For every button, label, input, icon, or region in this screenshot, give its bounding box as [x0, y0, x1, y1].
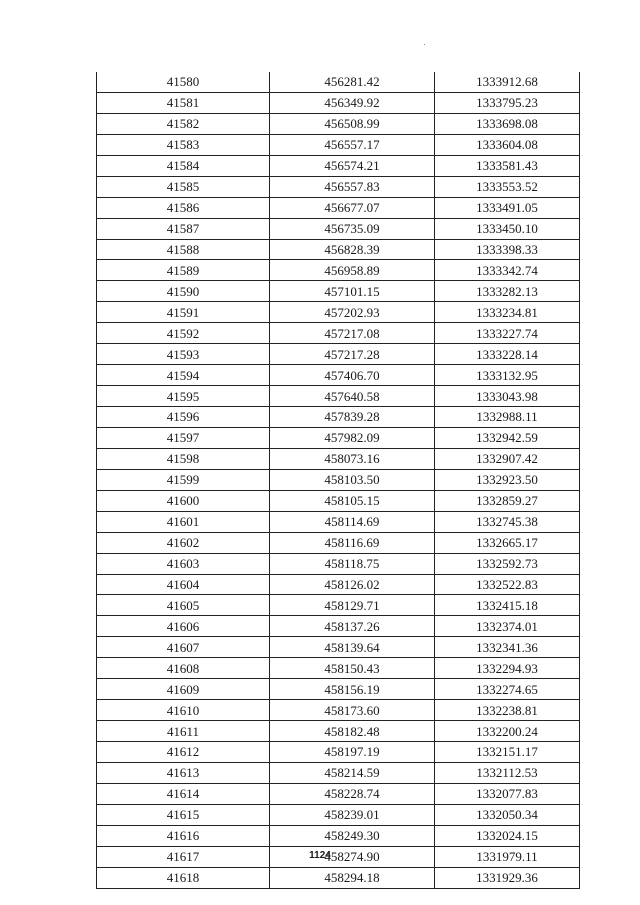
point-id-cell: 41603: [97, 553, 270, 574]
y-coordinate-cell: 1332341.36: [435, 637, 580, 658]
point-id-cell: 41596: [97, 407, 270, 428]
y-coordinate-cell: 1333043.98: [435, 386, 580, 407]
table-row: [97, 407, 580, 428]
point-id-cell: 41586: [97, 197, 270, 218]
x-coordinate-cell: 456958.89: [270, 260, 435, 281]
point-id-cell: 41583: [97, 134, 270, 155]
x-coordinate-cell: 458294.18: [270, 867, 435, 888]
point-id-cell: 41593: [97, 344, 270, 365]
y-coordinate-cell: 1332415.18: [435, 595, 580, 616]
table-row: [97, 867, 580, 888]
y-coordinate-cell: 1333553.52: [435, 176, 580, 197]
point-id-cell: 41613: [97, 762, 270, 783]
y-coordinate-cell: 1332942.59: [435, 427, 580, 448]
table-row: [97, 176, 580, 197]
page-number: 1124: [309, 850, 331, 861]
y-coordinate-cell: 1332522.83: [435, 574, 580, 595]
table-row: [97, 783, 580, 804]
point-id-cell: 41587: [97, 218, 270, 239]
table-row: [97, 762, 580, 783]
x-coordinate-cell: 456557.17: [270, 134, 435, 155]
x-coordinate-cell: 458150.43: [270, 658, 435, 679]
table-row: [97, 490, 580, 511]
point-id-cell: 41590: [97, 281, 270, 302]
x-coordinate-cell: 458105.15: [270, 490, 435, 511]
point-id-cell: 41584: [97, 155, 270, 176]
y-coordinate-cell: 1333450.10: [435, 218, 580, 239]
y-coordinate-cell: 1332923.50: [435, 469, 580, 490]
y-coordinate-cell: 1333342.74: [435, 260, 580, 281]
point-id-cell: 41601: [97, 511, 270, 532]
x-coordinate-cell: 456557.83: [270, 176, 435, 197]
x-coordinate-cell: 456828.39: [270, 239, 435, 260]
point-id-cell: 41600: [97, 490, 270, 511]
point-id-cell: 41582: [97, 113, 270, 134]
table-row: [97, 616, 580, 637]
y-coordinate-cell: 1332112.53: [435, 762, 580, 783]
table-row: [97, 260, 580, 281]
point-id-cell: 41581: [97, 92, 270, 113]
x-coordinate-cell: 458137.26: [270, 616, 435, 637]
point-id-cell: 41591: [97, 302, 270, 323]
x-coordinate-cell: 457217.08: [270, 323, 435, 344]
y-coordinate-cell: 1332024.15: [435, 825, 580, 846]
y-coordinate-cell: 1332050.34: [435, 804, 580, 825]
x-coordinate-cell: 458103.50: [270, 469, 435, 490]
point-id-cell: 41588: [97, 239, 270, 260]
point-id-cell: 41608: [97, 658, 270, 679]
point-id-cell: 41611: [97, 721, 270, 742]
table-row: [97, 825, 580, 846]
x-coordinate-cell: 458129.71: [270, 595, 435, 616]
x-coordinate-cell: 458239.01: [270, 804, 435, 825]
point-id-cell: 41580: [97, 72, 270, 92]
point-id-cell: 41616: [97, 825, 270, 846]
point-id-cell: 41595: [97, 386, 270, 407]
table-row: [97, 532, 580, 553]
y-coordinate-cell: 1332200.24: [435, 721, 580, 742]
table-row: [97, 72, 580, 92]
y-coordinate-cell: 1332077.83: [435, 783, 580, 804]
x-coordinate-cell: 458173.60: [270, 700, 435, 721]
table-row: [97, 427, 580, 448]
table-row: [97, 92, 580, 113]
table-row: [97, 134, 580, 155]
x-coordinate-cell: 458228.74: [270, 783, 435, 804]
table-row: [97, 365, 580, 386]
table-row: [97, 595, 580, 616]
table-body: [97, 72, 580, 888]
x-coordinate-cell: 457217.28: [270, 344, 435, 365]
y-coordinate-cell: 1332745.38: [435, 511, 580, 532]
y-coordinate-cell: 1333795.23: [435, 92, 580, 113]
point-id-cell: 41618: [97, 867, 270, 888]
x-coordinate-cell: 456508.99: [270, 113, 435, 134]
point-id-cell: 41614: [97, 783, 270, 804]
y-coordinate-cell: 1332665.17: [435, 532, 580, 553]
point-id-cell: 41609: [97, 679, 270, 700]
x-coordinate-cell: 457982.09: [270, 427, 435, 448]
y-coordinate-cell: 1332374.01: [435, 616, 580, 637]
table-row: [97, 218, 580, 239]
x-coordinate-cell: 458118.75: [270, 553, 435, 574]
y-coordinate-cell: 1332907.42: [435, 448, 580, 469]
x-coordinate-cell: 457101.15: [270, 281, 435, 302]
table-row: [97, 700, 580, 721]
y-coordinate-cell: 1333912.68: [435, 72, 580, 92]
x-coordinate-cell: 457406.70: [270, 365, 435, 386]
y-coordinate-cell: 1331929.36: [435, 867, 580, 888]
table-row: [97, 553, 580, 574]
x-coordinate-cell: 456281.42: [270, 72, 435, 92]
table-row: [97, 281, 580, 302]
x-coordinate-cell: 458139.64: [270, 637, 435, 658]
table-row: [97, 197, 580, 218]
point-id-cell: 41602: [97, 532, 270, 553]
y-coordinate-cell: 1333491.05: [435, 197, 580, 218]
y-coordinate-cell: 1333228.14: [435, 344, 580, 365]
point-id-cell: 41598: [97, 448, 270, 469]
x-coordinate-cell: 458182.48: [270, 721, 435, 742]
coordinate-table: [96, 72, 580, 889]
x-coordinate-cell: 458249.30: [270, 825, 435, 846]
table-row: [97, 239, 580, 260]
table-row: [97, 574, 580, 595]
table-row: [97, 113, 580, 134]
y-coordinate-cell: 1331979.11: [435, 846, 580, 867]
table-row: [97, 323, 580, 344]
table-row: [97, 804, 580, 825]
point-id-cell: 41599: [97, 469, 270, 490]
table-row: [97, 511, 580, 532]
table-row: [97, 679, 580, 700]
table-row: [97, 469, 580, 490]
y-coordinate-cell: 1332294.93: [435, 658, 580, 679]
y-coordinate-cell: 1333604.08: [435, 134, 580, 155]
x-coordinate-cell: 458274.90: [270, 846, 435, 867]
y-coordinate-cell: 1333227.74: [435, 323, 580, 344]
x-coordinate-cell: 458126.02: [270, 574, 435, 595]
point-id-cell: 41612: [97, 742, 270, 763]
x-coordinate-cell: 458197.19: [270, 742, 435, 763]
table-row: [97, 658, 580, 679]
x-coordinate-cell: 457640.58: [270, 386, 435, 407]
x-coordinate-cell: 456349.92: [270, 92, 435, 113]
x-coordinate-cell: 457202.93: [270, 302, 435, 323]
table-row: [97, 386, 580, 407]
point-id-cell: 41604: [97, 574, 270, 595]
point-id-cell: 41594: [97, 365, 270, 386]
point-id-cell: 41589: [97, 260, 270, 281]
point-id-cell: 41615: [97, 804, 270, 825]
table-row: [97, 302, 580, 323]
point-id-cell: 41585: [97, 176, 270, 197]
table-row: [97, 721, 580, 742]
y-coordinate-cell: 1333698.08: [435, 113, 580, 134]
x-coordinate-cell: 456735.09: [270, 218, 435, 239]
y-coordinate-cell: 1333234.81: [435, 302, 580, 323]
point-id-cell: 41597: [97, 427, 270, 448]
y-coordinate-cell: 1333132.95: [435, 365, 580, 386]
point-id-cell: 41606: [97, 616, 270, 637]
y-coordinate-cell: 1332988.11: [435, 407, 580, 428]
y-coordinate-cell: 1332238.81: [435, 700, 580, 721]
point-id-cell: 41610: [97, 700, 270, 721]
table-row: [97, 637, 580, 658]
table-row: [97, 448, 580, 469]
y-coordinate-cell: 1333581.43: [435, 155, 580, 176]
y-coordinate-cell: 1333398.33: [435, 239, 580, 260]
y-coordinate-cell: 1332592.73: [435, 553, 580, 574]
point-id-cell: 41607: [97, 637, 270, 658]
y-coordinate-cell: 1332274.65: [435, 679, 580, 700]
x-coordinate-cell: 458214.59: [270, 762, 435, 783]
table-row: [97, 742, 580, 763]
scan-speck: [424, 44, 425, 45]
x-coordinate-cell: 458116.69: [270, 532, 435, 553]
y-coordinate-cell: 1332151.17: [435, 742, 580, 763]
y-coordinate-cell: 1333282.13: [435, 281, 580, 302]
point-id-cell: 41617: [97, 846, 270, 867]
x-coordinate-cell: 457839.28: [270, 407, 435, 428]
point-id-cell: 41605: [97, 595, 270, 616]
table-row: [97, 344, 580, 365]
x-coordinate-cell: 458073.16: [270, 448, 435, 469]
x-coordinate-cell: 456574.21: [270, 155, 435, 176]
x-coordinate-cell: 458114.69: [270, 511, 435, 532]
y-coordinate-cell: 1332859.27: [435, 490, 580, 511]
x-coordinate-cell: 458156.19: [270, 679, 435, 700]
x-coordinate-cell: 456677.07: [270, 197, 435, 218]
table-row: [97, 155, 580, 176]
point-id-cell: 41592: [97, 323, 270, 344]
